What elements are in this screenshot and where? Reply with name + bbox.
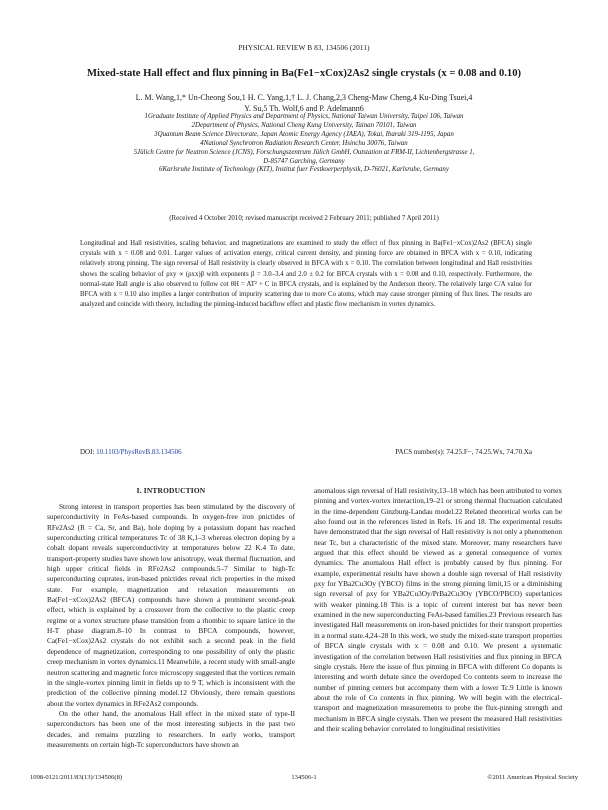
affiliation: 5Jülich Centre for Neutron Science (JCNS), Forschungszentrum Jülich GmbH, Outstation at FRM-II, Lichtenbergstrasse 1, [133,148,475,156]
paragraph: Strong interest in transport properties has been stimulated by the discovery of superconductivity in FeAs-based compounds. In oxygen-free iron pnictides of RFe2As2 (R = Ca, Sr, and Ba), hole doping by a potassium dopant has reached superconducting critical temperatures Tc of 38 K,1–3 whereas electron doping by a cobalt dopant reveals superconductivity at temperatures below 22 K.4 To date, transport-property studies have shown low anisotropy, weak thermal fluctuation, and high upper critical fields in RFe2As2 compounds.5–7 Similar to high-Tc superconducting cuprates, iron-based pnictides reveal rich properties in the mixed state. For example, magnetization and relaxation measurements on Ba(Fe1−xCox)2As2 (BFCA) compounds have shown a prominent second-peak effect, which is explained by a crossover from the collective to the plastic creep regime or a vortex structure phase transition from a rhombic to square lattice in the H-T phase diagram.8–10 In contrast to BFCA compounds, however, Ca(Fe1−xCox)2As2 crystals do not exhibit such a second peak in the field dependence of magnetization, corresponding to one possibility of only the plastic creep mechanism in vortex dynamics.11 Meanwhile, a recent study with small-angle neutron scattering and magnetic force microscopy suggested that the vortices remain in the single-vortex pinning limit in fields up to 9 T, which is inconsistent with the prediction of the collective pinning model.12 Obviously, there remain questions about the vortex dynamics in RFe2As2 compounds. [47,502,295,708]
paragraph: anomalous sign reversal of Hall resistivity,13–18 which has been attributed to vortex pinning and vortex-vortex interaction,19–21 or strong thermal fluctuation calculated in the time-dependent Ginzburg-Landau model.22 Related theoretical works can be also found out in the references listed in Refs. 16 and 18. The experimental results have demonstrated that the sign reversal of Hall resistivity is not only a phenomenon near Tc, but a characteristic of the mixed state. Moreover, many researchers have argued that this effect should be viewed as a general consequence of vortex dynamics. The anomalous Hall effect is probably caused by flux pinning. For example, experimental results have shown a double sign reversal of Hall resistivity ρxy for YBa2Cu3Oy (YBCO) films in the strong pinning limit,15 or a diminishing sign reversal of ρxy for YBa2Cu3Oy/PrBa2Cu3Oy (YBCO/PBCO) superlattices with weaker pinning.18 This is a topic of current interest but has never been examined in the new superconducting FeAs-based families.23 Previous research has investigated Hall measurements on iron-based pnictides for their transport properties in a normal state.4,24–28 In this work, we study the mixed-state transport properties of BFCA single crystals with x = 0.08 and 0.10. We present a systematic investigation of the correlation between Hall resistivities and flux pinning in BFCA single crystals. Here the issue of flux pinning in BFCA with different Co dopants is interesting and worth debate since the overdoped Co contents seem to increase the number of pinning centers but accompany them with a lower Tc.9 Little is known about the role of Co contents in flux pinning. We will begin with the electrical-transport and magnetization measurements to probe the flux-pinning strength and mechanism in BFCA single crystals. Then we present the measured Hall resistivities and their scaling behavior correlated to longitudinal resistivities [314,486,562,733]
right-column [314,486,562,734]
affiliation: 3Quantum Beam Science Directorate, Japan Atomic Energy Agency (JAEA), Tokai, Ibaraki 319-1195, Japan [154,130,454,138]
copyright: ©2011 American Physical Society [487,774,578,781]
received-dates: (Received 4 October 2010; revised manuscript received 2 February 2011; published 7 April 2011) [169,215,439,222]
page-number: 134506-1 [291,774,317,781]
doi-pacs-line [80,448,532,456]
doi-label: DOI: [80,448,95,456]
journal-header: PHYSICAL REVIEW B 83, 134506 (2011) [238,43,370,52]
left-column [47,502,295,750]
affiliation: D-85747 Garching, Germany [263,157,345,165]
pacs-numbers: PACS number(s): 74.25.F−, 74.25.Wx, 74.70.Xa [395,448,532,456]
affiliation-list [30,113,578,175]
affiliation: 1Graduate Institute of Applied Physics and Department of Physics, National Taiwan University, Taipei 106, Taiwan [144,113,464,120]
author-line: Y. Su,5 Th. Wolf,6 and P. Adelmann6 [244,104,364,113]
affiliation: 6Karlsruhe Institute of Technology (KIT), Institut fuer Festkoerperphysik, D-76021, Karlsruhe, Germany [159,166,449,174]
footer-code: 1098-0121/2011/83(13)/134506(8) [30,774,123,781]
affiliation: 4National Synchrotron Radiation Research Center, Hsinchu 30076, Taiwan [200,139,408,147]
abstract: Longitudinal and Hall resistivities, scaling behavior, and magnetizations are examined to study the effect of flux pinning in Ba(Fe1−xCox)2As2 (BFCA) single crystals with x = 0.08 and 0.01. Larger values of activation energy, critical current density, and pinning force are obtained in BFCA with x = 0.10, indicating relatively strong pinning. The sign reversal of Hall resistivity is clearly observed in BFCA with x = 0.10. The correlation between longitudinal and Hall resistivities shows the scaling behavior of ρxy ∝ (ρxx)β with exponents β = 3.0–3.4 and 2.0 ± 0.2 for BFCA crystals with x = 0.08 and 0.10, respectively. Furthermore, the normal-state Hall angle is also observed to follow cot θH = AT² + C in BFCA crystals, and is explained by the Anderson theory. The relatively large C/A value for BFCA with x = 0.10 also implies a larger contribution of impurity scattering due to more Co atoms, which may cause stronger pinning of flux lines. The results are analyzed and coincide with theory, including the pinning-induced backflow effect and plastic flow mechanism in vortex dynamics. [80,240,532,309]
author-list [40,92,568,114]
doi-link[interactable]: 10.1103/PhysRevB.83.134506 [96,448,182,456]
section-heading: I. INTRODUCTION [136,486,206,495]
paragraph: On the other hand, the anomalous Hall effect in the mixed state of type-II superconductors has been one of the most interesting subjects in the past two decades, and remains puzzling to researchers. In early works, transport measurements on certain high-Tc superconductors have shown an [47,708,295,749]
article-title: Mixed-state Hall effect and flux pinning in Ba(Fe1−xCox)2As2 single crystals (x = 0.08 and 0.10) [86,68,522,79]
author-line: L. M. Wang,1,* Un-Cheong Sou,1 H. C. Yang,1,† L. J. Chang,2,3 Cheng-Maw Cheng,4 Ku-Ding Tsuei,4 [135,93,473,102]
affiliation: 2Department of Physics, National Cheng Kung University, Tainan 70101, Taiwan [191,121,417,129]
